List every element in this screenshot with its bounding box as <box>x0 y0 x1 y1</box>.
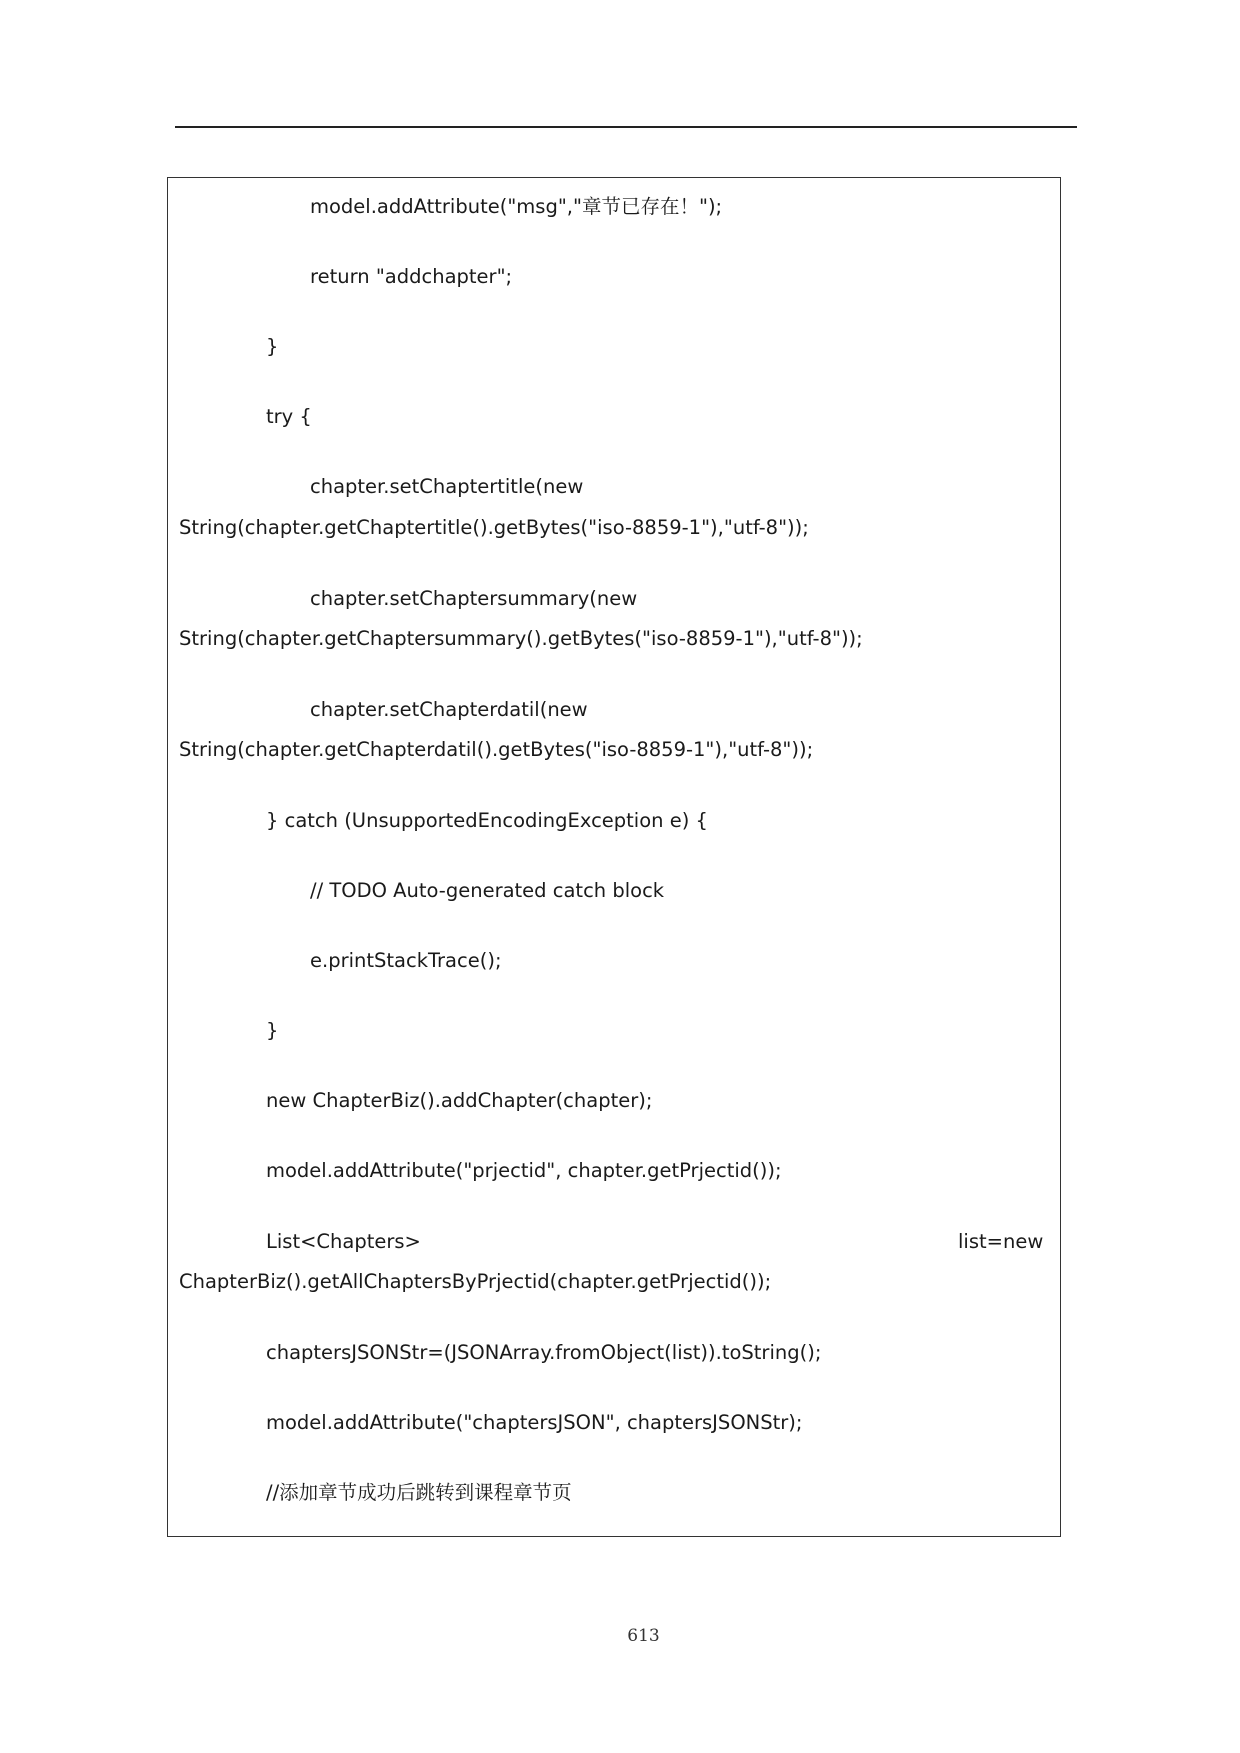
code-line: String(chapter.getChaptersummary().getBytes("iso-8859-1"),"utf-8")); <box>179 627 863 650</box>
code-line: new ChapterBiz().addChapter(chapter); <box>266 1089 653 1112</box>
code-line: chapter.setChaptertitle(new <box>310 475 584 498</box>
code-line: chapter.setChaptersummary(new <box>310 587 638 610</box>
header-rule <box>175 126 1077 128</box>
code-line: e.printStackTrace(); <box>310 949 502 972</box>
code-line: ChapterBiz().getAllChaptersByPrjectid(chapter.getPrjectid()); <box>179 1270 772 1293</box>
code-line: String(chapter.getChapterdatil().getBytes("iso-8859-1"),"utf-8")); <box>179 738 814 761</box>
code-box <box>167 177 1061 1537</box>
code-line: } <box>266 335 279 358</box>
page-number: 613 <box>627 1626 660 1646</box>
code-line: chaptersJSONStr=(JSONArray.fromObject(list)).toString(); <box>266 1341 822 1364</box>
code-line: try { <box>266 405 312 428</box>
code-line: chapter.setChapterdatil(new <box>310 698 588 721</box>
code-line: model.addAttribute("prjectid", chapter.getPrjectid()); <box>266 1159 782 1182</box>
code-line-continuation: list=new <box>958 1230 1044 1253</box>
code-line: // TODO Auto-generated catch block <box>310 879 665 902</box>
code-line: } <box>266 1019 279 1042</box>
code-line: model.addAttribute("chaptersJSON", chaptersJSONStr); <box>266 1411 803 1434</box>
code-line: return "addchapter"; <box>310 265 513 288</box>
code-line: String(chapter.getChaptertitle().getBytes("iso-8859-1"),"utf-8")); <box>179 516 809 539</box>
code-line: //添加章节成功后跳转到课程章节页 <box>266 1481 572 1504</box>
code-line: model.addAttribute("msg","章节已存在！"); <box>310 195 723 218</box>
code-line: List<Chapters> <box>266 1230 421 1253</box>
code-line: } catch (UnsupportedEncodingException e) { <box>266 809 708 832</box>
